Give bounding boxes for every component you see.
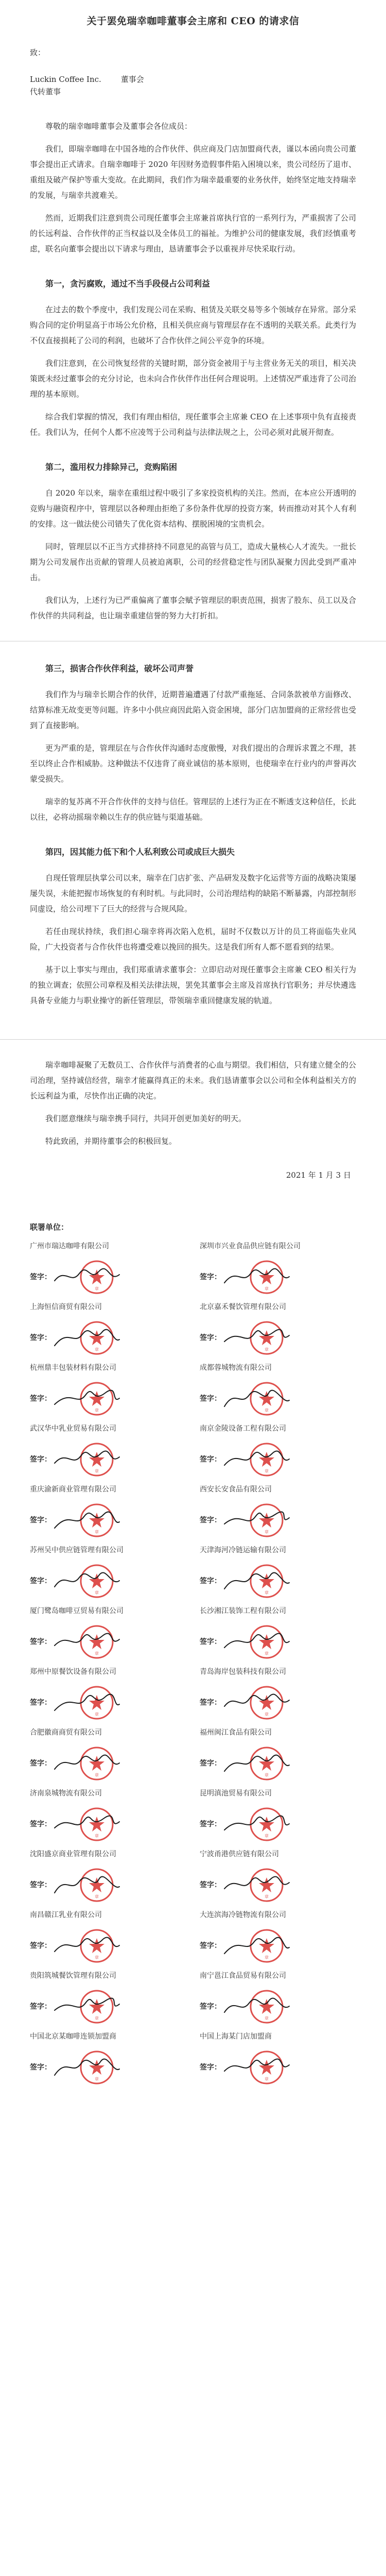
signatory-name: 宁波甬港供应链有限公司 <box>200 1850 279 1858</box>
signature-label: 签字： <box>200 1942 221 1950</box>
signatory-name: 南京金陵设备工程有限公司 <box>200 1425 286 1433</box>
signatory-name: 中国北京某咖啡连锁加盟商 <box>30 2032 116 2041</box>
seal-label: 章 <box>265 1712 269 1717</box>
seal-label: 章 <box>95 1955 99 1960</box>
seal-label: 章 <box>95 1408 99 1413</box>
seal-label: 章 <box>95 1347 99 1352</box>
signatory-name: 青岛海岸包装科技有限公司 <box>200 1668 286 1676</box>
signatory-name: 成都蓉城物流有限公司 <box>200 1364 272 1372</box>
handwritten-signature-icon <box>51 2057 124 2076</box>
signature-line <box>200 1877 349 1899</box>
signature-line <box>30 1330 179 1352</box>
signatory-name: 合肥徽商商贸有限公司 <box>30 1728 102 1737</box>
seal-label: 章 <box>265 1955 269 1960</box>
section-paragraph: 同时，管理层以不正当方式排挤持不同意见的高管与员工，造成大量核心人才流失。一批长期为公司发展作出贡献的管理人员被迫离职，公司的经营稳定性与团队凝聚力因此受到严重冲击。 <box>30 542 356 582</box>
section-paragraph: 基于以上事实与理由，我们郑重请求董事会：立即启动对现任董事会主席兼 CEO 相关行为的独立调查；依照公司章程及相关法律法规，罢免其董事会主席及首席执行官职务；并尽快遴选具备专业能力与职业操守的新任管理层，带领瑞幸重回健康发展的轨道。 <box>30 965 356 1005</box>
handwritten-signature-icon <box>221 1266 293 1286</box>
seal-label: 章 <box>95 1773 99 1777</box>
salutation: 致： <box>30 48 46 57</box>
closing-paragraph: 我们愿意继续与瑞幸携手同行，共同开创更加美好的明天。 <box>45 1114 247 1123</box>
signatory-name: 天津海河冷链运输有限公司 <box>200 1546 286 1554</box>
signature-line <box>200 1330 349 1352</box>
signature-label: 签字： <box>200 1638 221 1646</box>
seal-label: 章 <box>265 1894 269 1899</box>
signature-label: 签字： <box>200 1577 221 1585</box>
handwritten-signature-icon <box>51 1327 124 1347</box>
handwritten-signature-icon <box>51 1449 124 1468</box>
signature-line <box>200 1695 349 1717</box>
section-paragraph: 在过去的数个季度中，我们发现公司在采购、租赁及关联交易等多个领域存在异常。部分采购合同的定价明显高于市场公允价格，且相关供应商与管理层存在不透明的关联关系。此类行为不仅直接损耗了公司的利润，也破坏了合作伙伴之间公平竞争的环境。 <box>30 305 356 345</box>
seal-label: 章 <box>265 2016 269 2021</box>
signature-label: 签字： <box>30 1273 51 1281</box>
signature-label: 签字： <box>200 1395 221 1403</box>
signatory-block <box>30 1909 184 1970</box>
section-paragraph: 瑞幸的复苏离不开合作伙伴的支持与信任。管理层的上述行为正在不断透支这种信任，长此以往，必将动摇瑞幸赖以生存的供应链与渠道基础。 <box>30 797 356 822</box>
signature-label: 签字： <box>200 2003 221 2011</box>
section-paragraph: 自 2020 年以来，瑞幸在重组过程中吸引了多家投资机构的关注。然而，在本应公开透明的竞购与融资程序中，管理层以各种理由拒绝了多份条件优厚的投资方案，转而推动对其个人有利的安排。这一做法使公司错失了优化资本结构、摆脱困境的宝贵机会。 <box>30 488 356 529</box>
signatory-block <box>200 1605 354 1666</box>
signatory-name: 西安长安食品有限公司 <box>200 1485 272 1494</box>
signatory-block <box>200 1970 354 2031</box>
signatories-grid <box>30 1241 356 2092</box>
signatory-name: 福州闽江食品有限公司 <box>200 1728 272 1737</box>
section-heading: 第四，因其能力低下和个人私利致公司或成巨大损失 <box>45 847 235 857</box>
seal-label: 章 <box>95 1590 99 1595</box>
handwritten-signature-icon <box>221 1388 293 1408</box>
seal-label: 章 <box>265 1834 269 1838</box>
signature-label: 签字： <box>30 1881 51 1889</box>
signatory-name: 南昌赣江乳业有限公司 <box>30 1911 102 1919</box>
signatory-name: 厦门鹭岛咖啡豆贸易有限公司 <box>30 1607 124 1615</box>
signature-line <box>30 1634 179 1656</box>
seal-label: 章 <box>265 1347 269 1352</box>
handwritten-signature-icon <box>221 1996 293 2015</box>
signature-line <box>200 1391 349 1413</box>
signatory-name: 贵阳筑城餐饮管理有限公司 <box>30 1972 116 1980</box>
signatory-block <box>30 1301 184 1362</box>
signature-line <box>30 1756 179 1777</box>
addressee-dept: 代转董事 <box>30 87 61 96</box>
seal-label: 章 <box>95 1894 99 1899</box>
signatory-name: 上海恒信商贸有限公司 <box>30 1303 102 1311</box>
section-heading: 第三，损害合作伙伴利益，破坏公司声誉 <box>45 664 194 673</box>
signature-line <box>30 1877 179 1899</box>
seal-label: 章 <box>95 2077 99 2081</box>
section-heading: 第二，滥用权力排除异己，竞购陷困 <box>45 462 178 472</box>
signatory-name: 沈阳盛京商业管理有限公司 <box>30 1850 116 1858</box>
signature-label: 签字： <box>200 1699 221 1707</box>
section-heading: 第一，贪污腐败，通过不当手段侵占公司利益 <box>45 279 210 289</box>
seal-label: 章 <box>265 1469 269 1473</box>
seal-label: 章 <box>95 1530 99 1534</box>
signature-label: 签字： <box>200 1881 221 1889</box>
signatory-block <box>30 1545 184 1605</box>
signature-label: 签字： <box>30 1638 51 1646</box>
signatory-block <box>200 1727 354 1788</box>
signature-line <box>200 1513 349 1534</box>
signature-label: 签字： <box>200 1516 221 1524</box>
signature-line <box>200 1999 349 2021</box>
addressee-company <box>30 73 356 86</box>
signature-label: 签字： <box>30 2003 51 2011</box>
signature-label: 签字： <box>30 1942 51 1950</box>
signatory-block <box>200 1484 354 1545</box>
signature-line <box>30 1573 179 1595</box>
signature-label: 签字： <box>30 1516 51 1524</box>
handwritten-signature-icon <box>221 1814 293 1833</box>
signature-line <box>30 2060 179 2081</box>
signatory-block <box>30 1849 184 1909</box>
section-paragraph: 综合我们掌握的情况，我们有理由相信，现任董事会主席兼 CEO 在上述事项中负有直接责任。我们认为，任何个人都不应凌驾于公司利益与法律法规之上，公司必须对此展开彻查。 <box>30 412 356 437</box>
signatory-block <box>200 1423 354 1484</box>
signatory-name: 大连滨海冷链物流有限公司 <box>200 1911 286 1919</box>
intro-section <box>30 118 356 257</box>
signature-line <box>30 1817 179 1838</box>
signatory-name: 长沙湘江装饰工程有限公司 <box>200 1607 286 1615</box>
signature-line <box>30 1938 179 1960</box>
handwritten-signature-icon <box>51 1266 124 1286</box>
seal-label: 章 <box>265 2077 269 2081</box>
signatory-name: 郑州中原餐饮设备有限公司 <box>30 1668 116 1676</box>
section-paragraph: 我们注意到，在公司恢复经营的关键时期，部分资金被用于与主营业务无关的项目，相关决策既未经过董事会的充分讨论，也未向合作伙伴作出任何合理说明。上述情况严重违背了公司治理的基本原则。 <box>30 359 356 399</box>
handwritten-signature-icon <box>221 1570 293 1590</box>
page-divider <box>0 1039 386 1040</box>
signatory-name: 重庆渝新商业管理有限公司 <box>30 1485 116 1494</box>
seal-label: 章 <box>95 1834 99 1838</box>
signatory-name: 济南泉城物流有限公司 <box>30 1789 102 1798</box>
closing-section <box>30 1039 356 1149</box>
handwritten-signature-icon <box>221 1935 293 1955</box>
signatory-name: 杭州鼎丰包装材料有限公司 <box>30 1364 116 1372</box>
handwritten-signature-icon <box>51 1814 124 1833</box>
seal-label: 章 <box>265 1530 269 1534</box>
handwritten-signature-icon <box>221 1874 293 1894</box>
signature-line <box>200 1756 349 1777</box>
signatory-block <box>30 1605 184 1666</box>
handwritten-signature-icon <box>221 1692 293 1711</box>
letter-title: 关于罢免瑞幸咖啡董事会主席和 CEO 的请求信 <box>86 15 300 27</box>
seal-label: 章 <box>265 1651 269 1656</box>
signatory-name: 广州市瑞达咖啡有限公司 <box>30 1242 109 1250</box>
signatory-block <box>200 2031 354 2092</box>
signature-label: 签字： <box>200 2063 221 2072</box>
handwritten-signature-icon <box>51 1692 124 1711</box>
intro-paragraph: 尊敬的瑞幸咖啡董事会及董事会各位成员： <box>45 122 192 131</box>
signature-line <box>200 1938 349 1960</box>
section-paragraph: 我们作为与瑞幸长期合作的伙伴，近期普遍遭遇了付款严重拖延、合同条款被单方面修改、结算标准无故变更等问题。许多中小供应商因此陷入资金困境，部分门店加盟商的正常经营也受到了直接影响。 <box>30 690 356 730</box>
handwritten-signature-icon <box>51 1874 124 1894</box>
handwritten-signature-icon <box>51 1996 124 2015</box>
signature-line <box>30 1452 179 1473</box>
signature-line <box>30 1269 179 1291</box>
signatory-name: 南宁邕江食品贸易有限公司 <box>200 1972 286 1980</box>
signature-line <box>200 2060 349 2081</box>
handwritten-signature-icon <box>221 1631 293 1651</box>
signatory-name: 昆明滇池贸易有限公司 <box>200 1789 272 1798</box>
signature-label: 签字： <box>200 1334 221 1342</box>
letter-date: 2021 年 1 月 3 日 <box>286 1171 351 1180</box>
handwritten-signature-icon <box>221 1449 293 1468</box>
seal-label: 章 <box>95 2016 99 2021</box>
section-paragraph: 自现任管理层执掌公司以来，瑞幸在门店扩张、产品研发及数字化运营等方面的战略决策屡屡失误，未能把握市场恢复的有利时机。与此同时，公司治理结构的缺陷不断暴露，内部控制形同虚设，给公司埋下了巨大的经营与合规风险。 <box>30 873 356 913</box>
signatory-block <box>30 2031 184 2092</box>
handwritten-signature-icon <box>221 2057 293 2076</box>
handwritten-signature-icon <box>51 1935 124 1955</box>
signatory-block <box>200 1241 354 1301</box>
signatory-block <box>30 1241 184 1301</box>
handwritten-signature-icon <box>221 1753 293 1772</box>
handwritten-signature-icon <box>51 1631 124 1651</box>
seal-label: 章 <box>95 1469 99 1473</box>
section-paragraph: 更为严重的是，管理层在与合作伙伴沟通时态度傲慢，对我们提出的合理诉求置之不理，甚至以终止合作相威胁。这种做法不仅违背了商业诚信的基本原则，也使瑞幸在行业内的声誉再次蒙受损失。 <box>30 743 356 784</box>
signature-label: 签字： <box>200 1820 221 1828</box>
signatory-block <box>200 1362 354 1423</box>
signatory-name: 武汉华中乳业贸易有限公司 <box>30 1425 116 1433</box>
signature-label: 签字： <box>30 1334 51 1342</box>
signature-line <box>200 1817 349 1838</box>
signature-label: 签字： <box>30 1820 51 1828</box>
signature-line <box>200 1573 349 1595</box>
signature-label: 签字： <box>30 1395 51 1403</box>
signatory-block <box>200 1301 354 1362</box>
seal-label: 章 <box>95 1651 99 1656</box>
signature-label: 签字： <box>30 2063 51 2072</box>
signatory-block <box>30 1423 184 1484</box>
signature-line <box>30 1391 179 1413</box>
seal-label: 章 <box>265 1286 269 1291</box>
handwritten-signature-icon <box>221 1327 293 1347</box>
signatory-block <box>200 1788 354 1849</box>
body-sections <box>30 276 356 1008</box>
signatory-name: 苏州吴中供应链管理有限公司 <box>30 1546 124 1554</box>
section-paragraph: 若任由现状持续，我们担心瑞幸将再次陷入危机，届时不仅数以万计的员工将面临失业风险，广大投资者与合作伙伴也将遭受难以挽回的损失。这是我们所有人都不愿看到的结果。 <box>30 927 356 952</box>
handwritten-signature-icon <box>51 1510 124 1529</box>
signature-line <box>200 1269 349 1291</box>
intro-paragraph: 我们，即瑞幸咖啡在中国各地的合作伙伴、供应商及门店加盟商代表，谨以本函向贵公司董事会提出正式请求。自瑞幸咖啡于 2020 年因财务造假事件陷入困境以来，贵公司经历了退市、重组及破产保护等重大变故。在此期间，我们作为瑞幸最重要的业务伙伴，始终坚定地支持瑞幸的发展，与瑞幸共渡难关。 <box>30 144 356 200</box>
signatory-block <box>200 1909 354 1970</box>
signature-line <box>200 1452 349 1473</box>
signatory-block <box>30 1484 184 1545</box>
handwritten-signature-icon <box>51 1388 124 1408</box>
signature-label: 签字： <box>30 1699 51 1707</box>
signatory-name: 中国上海某门店加盟商 <box>200 2032 272 2041</box>
signatory-block <box>30 1727 184 1788</box>
signatory-name: 北京嘉禾餐饮管理有限公司 <box>200 1303 286 1311</box>
signature-label: 签字： <box>200 1273 221 1281</box>
signatory-block <box>200 1666 354 1727</box>
signature-label: 签字： <box>30 1455 51 1464</box>
signature-line <box>30 1999 179 2021</box>
intro-paragraph: 然而，近期我们注意到贵公司现任董事会主席兼首席执行官的一系列行为，严重损害了公司的长远利益、合作伙伴的正当权益以及全体员工的福祉。为维护公司的健康发展，我们经慎重考虑，联名向董事会提出以下请求与理由，恳请董事会予以重视并尽快采取行动。 <box>30 213 356 253</box>
signature-line <box>200 1634 349 1656</box>
signature-label: 签字： <box>30 1759 51 1768</box>
addressee-board: 董事会 <box>120 75 144 84</box>
seal-label: 章 <box>265 1590 269 1595</box>
signature-line <box>30 1513 179 1534</box>
addressee-company-name: Luckin Coffee Inc. <box>30 75 101 84</box>
signatory-name: 深圳市兴业食品供应链有限公司 <box>200 1242 301 1250</box>
signatories-heading: 联署单位： <box>30 1223 69 1232</box>
seal-label: 章 <box>265 1773 269 1777</box>
closing-paragraph: 特此致函，并期待董事会的积极回复。 <box>45 1137 177 1146</box>
seal-label: 章 <box>95 1712 99 1717</box>
closing-paragraph: 瑞幸咖啡凝聚了无数员工、合作伙伴与消费者的心血与期望。我们相信，只有建立健全的公司治理，坚持诚信经营，瑞幸才能赢得真正的未来。我们恳请董事会以公司和全体利益相关方的长远利益为重，尽快作出正确的决定。 <box>30 1060 356 1100</box>
seal-label: 章 <box>95 1286 99 1291</box>
signature-label: 签字： <box>200 1759 221 1768</box>
signatory-block <box>30 1666 184 1727</box>
signatory-block <box>30 1970 184 2031</box>
handwritten-signature-icon <box>221 1510 293 1529</box>
signatory-block <box>30 1362 184 1423</box>
handwritten-signature-icon <box>51 1753 124 1772</box>
handwritten-signature-icon <box>51 1570 124 1590</box>
signature-label: 签字： <box>200 1455 221 1464</box>
signature-label: 签字： <box>30 1577 51 1585</box>
section-paragraph: 我们认为，上述行为已严重偏离了董事会赋予管理层的职责范围，损害了股东、员工以及合作伙伴的共同利益，也让瑞幸重建信誉的努力大打折扣。 <box>30 596 356 620</box>
signatory-block <box>200 1545 354 1605</box>
signatory-block <box>200 1849 354 1909</box>
seal-label: 章 <box>265 1408 269 1413</box>
signature-line <box>30 1695 179 1717</box>
signatory-block <box>30 1788 184 1849</box>
